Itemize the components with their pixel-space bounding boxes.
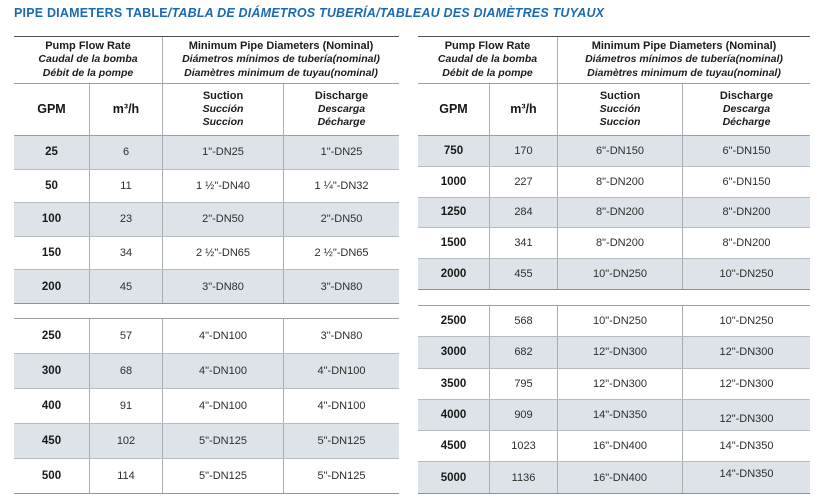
table-row [14,136,399,169]
suction-column-header [558,84,683,135]
table-body-section-1 [14,135,399,304]
table-row [418,136,810,166]
m3h-value: 284 [490,198,558,228]
table-row [14,319,399,353]
m3h-value: 34 [90,237,163,270]
table-header [418,36,810,135]
suction-value: 3"-DN80 [163,270,284,303]
table-row [418,227,810,258]
m3h-value: 45 [90,270,163,303]
suction-value: 10"-DN250 [558,306,683,336]
discharge-value: 4"-DN100 [317,399,366,412]
gpm-value: 3500 [418,369,490,399]
gpm-value: 500 [14,459,90,493]
table-row [418,166,810,197]
sub-header-row [418,84,810,135]
table-body-section-1 [418,135,810,290]
discharge-header-es: Descarga [317,103,366,115]
suction-value: 14"-DN350 [558,400,683,430]
discharge-value: 12"-DN300 [719,413,774,426]
gpm-value: 200 [14,270,90,303]
gpm-value: 150 [14,237,90,270]
m3h-value: 795 [490,369,558,399]
gpm-value: 50 [14,170,90,203]
sub-header-row [14,84,399,135]
flow-rate-header-es: Caudal de la bomba [437,53,538,66]
table-header [14,36,399,135]
table-row [14,388,399,423]
flow-rate-header-fr: Débit de la pompe [442,66,533,79]
table-row [418,306,810,336]
page-title-main: PIPE DIAMETERS TABLE [14,6,168,20]
discharge-header-fr: Décharge [722,116,771,128]
gpm-value: 100 [14,203,90,236]
m3h-value: 909 [490,400,558,430]
m3h-value: 568 [490,306,558,336]
suction-header-fr: Succion [599,116,641,128]
group-header-row [14,37,399,84]
gpm-value: 300 [14,354,90,388]
suction-value: 8"-DN200 [558,228,683,258]
m3h-value: 341 [490,228,558,258]
table-row [14,202,399,236]
gpm-value: 1250 [418,198,490,228]
suction-value: 10"-DN250 [558,259,683,289]
table-row [14,458,399,493]
flow-rate-header-en: Pump Flow Rate [45,39,131,52]
discharge-value: 6"-DN150 [722,175,771,188]
gpm-value: 400 [14,389,90,423]
pipe-table-right [418,36,810,494]
m3h-value: 23 [90,203,163,236]
diameters-header-es: Diámetros mínimos de tubería(nominal) [182,53,380,66]
discharge-value: 10"-DN250 [719,315,774,328]
diameters-header [163,37,399,83]
flow-rate-header [14,37,163,83]
diameters-header [558,37,810,83]
table-row [418,461,810,492]
suction-header-es: Succión [599,103,641,115]
discharge-value: 1"-DN25 [320,146,363,159]
m3h-value: 114 [90,459,163,493]
discharge-header-es: Descarga [722,103,771,115]
suction-header-es: Succión [202,103,244,115]
suction-value: 5"-DN125 [163,424,284,458]
flow-rate-header-en: Pump Flow Rate [444,39,531,52]
table-row [14,269,399,303]
section-gap [418,290,810,305]
discharge-value: 12"-DN300 [719,346,774,359]
discharge-value: 8"-DN200 [722,237,771,250]
m3h-value: 1023 [490,431,558,461]
flow-rate-header [418,37,558,83]
gpm-column-header: GPM [418,84,490,135]
discharge-value: 2 ½"-DN65 [314,247,369,260]
suction-header-en: Suction [202,90,244,102]
flow-rate-header-fr: Débit de la pompe [42,66,134,79]
gpm-value: 4000 [418,400,490,430]
discharge-value: 5"-DN125 [317,469,366,482]
pipe-table-left [14,36,399,494]
table-row [418,336,810,367]
page-title-translations: /TABLA DE DIÁMETROS TUBERÍA/TABLEAU DES DIAMÈTRES TUYAUX [167,6,605,20]
discharge-value: 5"-DN125 [317,434,366,447]
gpm-value: 25 [14,136,90,169]
gpm-value: 5000 [418,462,490,492]
table-row [418,399,810,430]
suction-header-en: Suction [599,90,641,102]
discharge-value: 3"-DN80 [320,280,363,293]
gpm-value: 2500 [418,306,490,336]
diameters-header-es: Diámetros mínimos de tubería(nominal) [585,53,783,66]
discharge-column-header [683,84,810,135]
suction-value: 16"-DN400 [558,462,683,492]
discharge-column-header [284,84,399,135]
page-title [14,6,604,20]
m3h-value: 68 [90,354,163,388]
discharge-value: 3"-DN80 [320,329,363,342]
table-row [14,236,399,270]
gpm-column-header: GPM [14,84,90,135]
suction-value: 8"-DN200 [558,198,683,228]
discharge-value: 12"-DN300 [719,377,774,390]
gpm-value: 750 [418,136,490,166]
m3h-value: 57 [90,319,163,353]
discharge-value: 10"-DN250 [719,268,774,281]
suction-header-fr: Succion [202,116,244,128]
m3h-value: 682 [490,337,558,367]
suction-value: 5"-DN125 [163,459,284,493]
m3h-column-header: m³/h [490,84,558,135]
m3h-value: 11 [90,170,163,203]
suction-value: 1"-DN25 [163,136,284,169]
suction-value: 4"-DN100 [163,354,284,388]
suction-value: 12"-DN300 [558,337,683,367]
discharge-value: 14"-DN350 [719,467,774,480]
flow-rate-header-es: Caudal de la bomba [38,53,138,66]
suction-value: 2 ½"-DN65 [163,237,284,270]
diameters-header-en: Minimum Pipe Diameters (Nominal) [188,39,374,52]
discharge-header-en: Discharge [719,90,774,102]
m3h-column-header: m³/h [90,84,163,135]
discharge-value: 4"-DN100 [317,364,366,377]
table-row [14,169,399,203]
table-row [14,353,399,388]
section-gap [14,304,399,318]
m3h-value: 455 [490,259,558,289]
discharge-value: 2"-DN50 [320,213,363,226]
discharge-header-fr: Décharge [317,116,366,128]
suction-value: 12"-DN300 [558,369,683,399]
discharge-value: 14"-DN350 [719,440,774,453]
m3h-value: 1136 [490,462,558,492]
gpm-value: 1000 [418,167,490,197]
suction-column-header [163,84,284,135]
m3h-value: 227 [490,167,558,197]
suction-value: 16"-DN400 [558,431,683,461]
table-row [14,423,399,458]
suction-value: 8"-DN200 [558,167,683,197]
discharge-value: 8"-DN200 [722,206,771,219]
suction-value: 6"-DN150 [558,136,683,166]
gpm-value: 3000 [418,337,490,367]
group-header-row [418,37,810,84]
suction-value: 1 ½"-DN40 [163,170,284,203]
discharge-value: 1 ¼"-DN32 [314,179,369,192]
gpm-value: 1500 [418,228,490,258]
gpm-value: 4500 [418,431,490,461]
gpm-value: 450 [14,424,90,458]
table-body-section-2 [418,305,810,494]
table-row [418,197,810,228]
suction-value: 4"-DN100 [163,319,284,353]
suction-value: 2"-DN50 [163,203,284,236]
diameters-header-fr: Diamètres minimum de tuyau(nominal) [587,66,781,79]
table-row [418,368,810,399]
gpm-value: 250 [14,319,90,353]
discharge-header-en: Discharge [314,90,369,102]
diameters-header-en: Minimum Pipe Diameters (Nominal) [591,39,777,52]
table-body-section-2 [14,318,399,494]
diameters-header-fr: Diamètres minimum de tuyau(nominal) [184,66,378,79]
m3h-value: 91 [90,389,163,423]
m3h-value: 170 [490,136,558,166]
table-row [418,258,810,289]
suction-value: 4"-DN100 [163,389,284,423]
gpm-value: 2000 [418,259,490,289]
discharge-value: 6"-DN150 [722,144,771,157]
m3h-value: 6 [90,136,163,169]
table-row [418,430,810,461]
m3h-value: 102 [90,424,163,458]
